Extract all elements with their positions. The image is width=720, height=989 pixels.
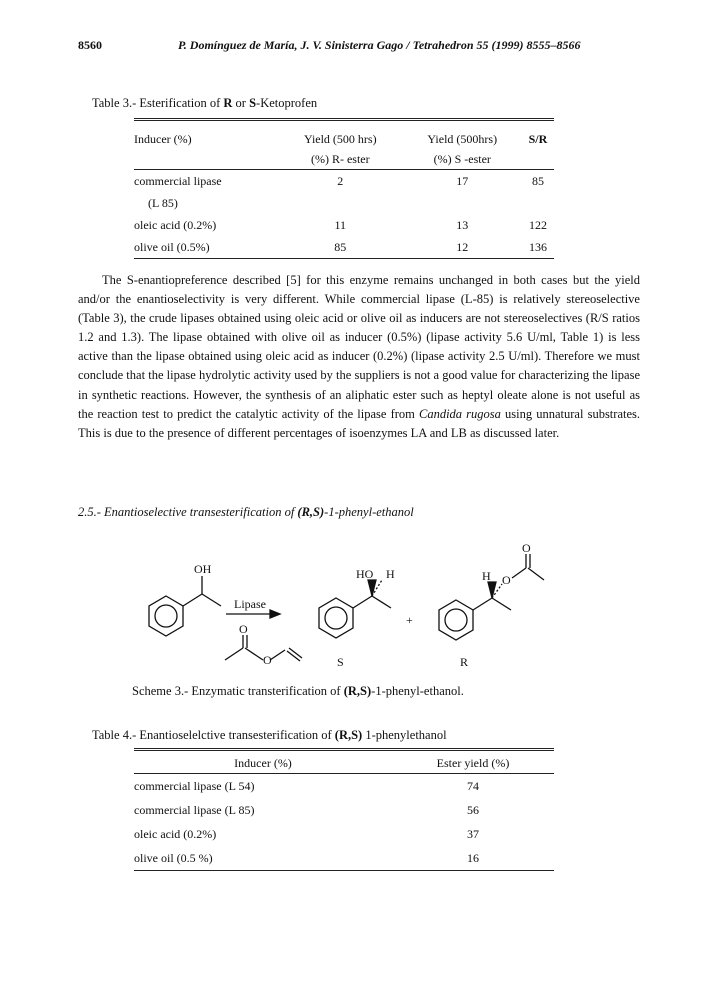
table-row [134, 192, 554, 214]
label-s: S [337, 655, 344, 669]
label-o-r: O [502, 573, 511, 587]
table3-cell-sr: 136 [522, 236, 554, 259]
table4-cell-yield: 16 [392, 846, 554, 871]
label-h-r: H [482, 569, 491, 583]
table-row [134, 170, 554, 193]
section-heading [78, 505, 414, 520]
species-name: Candida rugosa [419, 406, 501, 421]
table-row [134, 798, 554, 822]
table4-caption [92, 728, 447, 743]
table4-cell-inducer: oleic acid (0.2%) [134, 826, 217, 841]
table3-caption-s: S [249, 96, 257, 110]
table3-header-blank-2 [522, 149, 554, 170]
table-row [134, 214, 554, 236]
table4-header-yield: Ester yield (%) [392, 750, 554, 774]
benzene-ring-substrate [149, 596, 183, 636]
table4-caption-text: Table 4.- Enantioselelctive transesterification of [92, 728, 335, 742]
table4-cell-inducer: olive oil (0.5 %) [134, 846, 392, 871]
table3-cell-r [278, 192, 403, 214]
label-ho: HO [356, 567, 374, 581]
table3-header-yield-r: Yield (500 hrs) [278, 120, 403, 150]
paragraph-text-end: using unnatural substrates. This is due to the presence of different percentages of isoenzymes LA and LB as discussed later. [78, 406, 641, 440]
label-carbonyl-o: O [239, 622, 248, 636]
table3-caption-text: Table 3.- Esterification of [92, 96, 224, 110]
label-ester-o: O [263, 653, 272, 667]
scheme-caption [132, 684, 464, 699]
label-lipase: Lipase [234, 597, 266, 611]
table3-cell-s: 17 [456, 173, 469, 188]
table3-header-yield-s: Yield (500hrs) [403, 120, 522, 150]
reaction-scheme [130, 540, 590, 680]
section-title-rs: (R,S) [297, 505, 325, 519]
table4-caption-rs: (R,S) [334, 728, 363, 742]
table3-caption-r: R [223, 96, 233, 110]
paragraph-text: The S-enantiopreference described [5] for this enzyme remains unchanged in both cases but the yield and/or the enantioselectivity is very different. While commercial lipase (L-85) is relatively stereoselective (Table 3), the crude lipases obtained using oleic acid or olive oil as inducers are not stereoselectives (R/S ratios 1.2 and 1.3). The lipase obtained with olive oil as inducer (0.5%) (lipase activity 5.6 U/ml, Table 1) is less active than the lipase obtained using oleic acid as inducer (0.2%) (lipase activity 2.5 U/ml). Therefore we must conclude that the lipase hydrolytic activity used by the suppliers is not a good value for characterizing the lipase in synthetic reactions. However, the synthesis of an aliphatic ester such as heptyl oleate alone is not useful as the reaction test to predict the catalytic activity of the lipase from [78, 273, 640, 421]
table3-cell-sr [522, 192, 554, 214]
table3-header-blank [134, 149, 278, 170]
table4-cell-yield: 56 [467, 802, 479, 817]
table3-caption-mid: or [232, 96, 250, 110]
table3-cell-r: 85 [278, 236, 403, 259]
table4-cell-inducer: commercial lipase (L 85) [134, 802, 255, 817]
table4-cell-yield: 37 [467, 826, 479, 841]
label-carbonyl-o-r: O [522, 541, 531, 555]
table3-cell-r: 2 [337, 173, 344, 188]
table3-header-yield-r-unit: (%) R- ester [278, 149, 403, 170]
table3-header-sr: S/R [522, 120, 554, 150]
table-row [134, 774, 554, 799]
table3-caption [92, 96, 317, 111]
label-oh: OH [194, 562, 212, 576]
table-row [134, 822, 554, 846]
section-number: 2.5.- [78, 505, 105, 519]
benzene-ring-r-product [439, 600, 473, 640]
table3-cell-sr: 122 [528, 217, 547, 232]
label-h-s: H [386, 567, 395, 581]
scheme-caption-rs: (R,S) [343, 684, 372, 698]
table3-header-yield-s-unit: (%) S -ester [403, 149, 522, 170]
table3-cell-inducer: (L 85) [148, 195, 178, 210]
table4 [134, 748, 554, 871]
section-title: Enantioselective transesterification of [104, 505, 298, 519]
table4-cell-yield: 74 [467, 778, 479, 793]
section-title-end: -1-phenyl-ethanol [324, 505, 414, 519]
table-row [134, 236, 554, 259]
table3-cell-sr: 85 [531, 173, 544, 188]
table3-cell-inducer: oleic acid (0.2%) [134, 217, 217, 232]
table-row [134, 846, 554, 871]
body-paragraph [78, 271, 640, 443]
table3-cell-s [403, 192, 522, 214]
running-title: P. Domínguez de María, J. V. Sinisterra Gago / Tetrahedron 55 (1999) 8555–8566 [178, 38, 581, 52]
table4-header-inducer: Inducer (%) [134, 750, 392, 774]
table3-cell-inducer: olive oil (0.5%) [134, 236, 278, 259]
table3-cell-inducer: commercial lipase [134, 173, 222, 188]
table3-header-inducer: Inducer (%) [134, 120, 278, 150]
page-number: 8560 [78, 38, 102, 52]
benzene-ring-s-product [319, 598, 353, 638]
label-plus: + [406, 613, 413, 627]
table3-cell-s: 12 [403, 236, 522, 259]
table3 [134, 118, 554, 259]
table4-caption-suffix: 1-phenylethanol [362, 728, 447, 742]
table3-caption-suffix: -Ketoprofen [256, 96, 318, 110]
table4-cell-inducer: commercial lipase (L 54) [134, 778, 255, 793]
table3-cell-r: 11 [334, 217, 347, 232]
table3-cell-s: 13 [456, 217, 469, 232]
scheme-caption-suffix: -1-phenyl-ethanol. [371, 684, 464, 698]
scheme-caption-text: Scheme 3.- Enzymatic transterification of [132, 684, 344, 698]
label-r: R [460, 655, 469, 669]
